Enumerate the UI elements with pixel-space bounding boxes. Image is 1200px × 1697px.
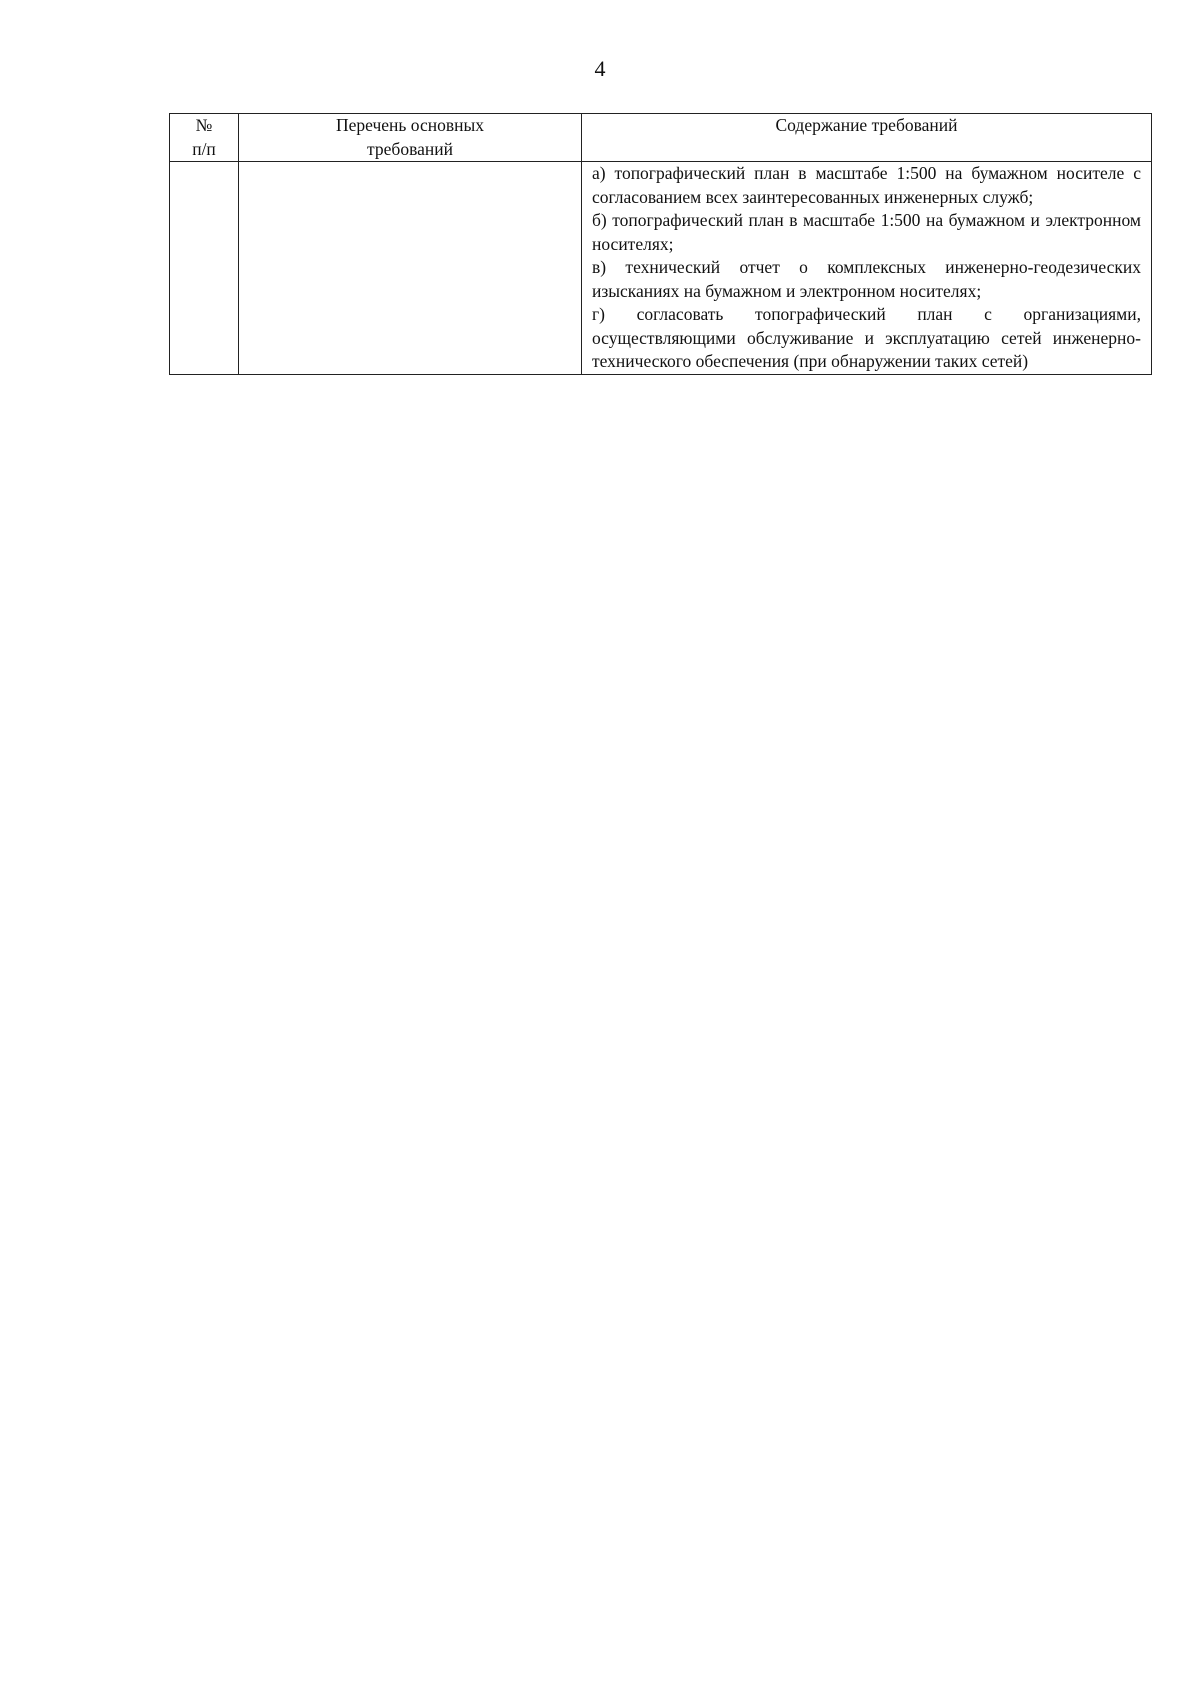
header-requirements-list-line-2: требований bbox=[367, 138, 453, 159]
requirement-item-c: в) технический отчет о комплексных инженерно-геодезических изысканиях на бумажном и электронном носителях; bbox=[592, 257, 1141, 301]
header-number-line-1: № bbox=[195, 115, 213, 135]
cell-number bbox=[170, 162, 239, 375]
header-requirements-content-line-1: Содержание требований bbox=[775, 115, 958, 135]
cell-requirement-content bbox=[582, 162, 1152, 375]
cell-requirement bbox=[239, 162, 582, 375]
header-number-line-2: п/п bbox=[192, 138, 216, 159]
table-row bbox=[170, 162, 1152, 375]
requirement-item-d: г) согласовать топографический план с организациями, осуществляющими обслуживание и эксплуатацию сетей инженерно-технического обеспечения (при обнаружении таких сетей) bbox=[592, 304, 1141, 371]
table-header-row bbox=[170, 114, 1152, 162]
page-number: 4 bbox=[594, 56, 606, 81]
header-requirements-list bbox=[239, 114, 582, 162]
requirements-table bbox=[169, 113, 1152, 375]
header-number bbox=[170, 114, 239, 162]
requirement-item-a: а) топографический план в масштабе 1:500 на бумажном носителе с согласованием всех заинтересованных инженерных служб; bbox=[592, 163, 1141, 207]
requirement-item-b: б) топографический план в масштабе 1:500 на бумажном и электронном носителях; bbox=[592, 210, 1141, 254]
header-requirements-content bbox=[582, 114, 1152, 162]
header-requirements-list-line-1: Перечень основных bbox=[336, 115, 484, 135]
